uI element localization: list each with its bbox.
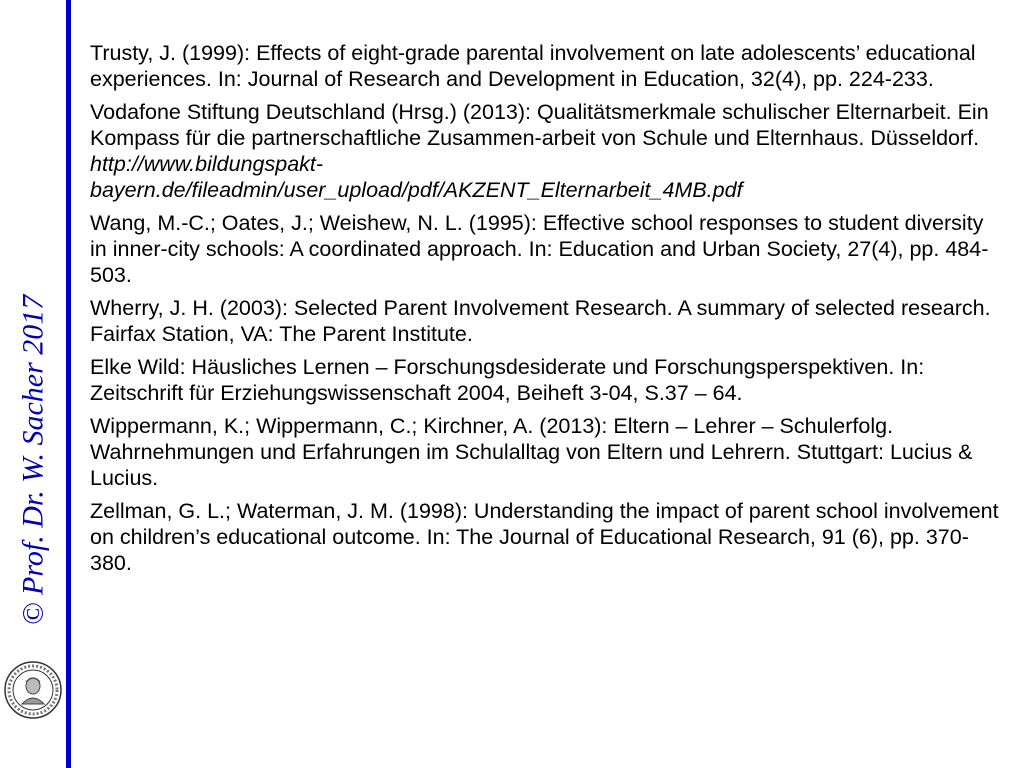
reference-item: [90, 413, 1000, 491]
reference-text: Wang, M.-C.; Oates, J.; Weishew, N. L. (1995): Effective school responses to student diversity in inner-city schools: A coordinated approach. In: Education and Urban Society, 27(4), pp. 484-503.: [90, 211, 989, 287]
reference-url-line-1[interactable]: http://www.bildungspakt-: [90, 152, 324, 176]
blue-vertical-rule: [66, 0, 71, 768]
reference-item: [90, 99, 1000, 203]
reference-item: [90, 295, 1000, 347]
reference-text: Elke Wild: Häusliches Lernen – Forschungsdesiderate und Forschungsperspektiven. In: Zeitschrift für Erziehungswissenschaft 2004, Beiheft 3-04, S.37 – 64.: [90, 355, 925, 405]
university-seal-icon: [3, 660, 63, 720]
copyright-caption-text: © Prof. Dr. W. Sacher 2017: [16, 294, 50, 626]
reference-item: [90, 210, 1000, 288]
reference-text: Wherry, J. H. (2003): Selected Parent Involvement Research. A summary of selected research. Fairfax Station, VA: The Parent Institute.: [90, 296, 991, 346]
reference-text: Wippermann, K.; Wippermann, C.; Kirchner, A. (2013): Eltern – Lehrer – Schulerfolg. Wahrnehmungen und Erfahrungen im Schulalltag von Eltern und Lehrern. Stuttgart: Lucius & Lucius.: [90, 414, 973, 490]
reference-item: [90, 498, 1000, 576]
reference-text: Vodafone Stiftung Deutschland (Hrsg.) (2013): Qualitätsmerkmale schulischer Elternarbeit. Ein Kompass für die partnerschaftliche Zusammen-arbeit von Schule und Elternhaus. Düsseldorf.: [90, 100, 989, 150]
copyright-caption: [8, 295, 58, 625]
reference-text: Trusty, J. (1999): Effects of eight-grade parental involvement on late adolescents’ educational experiences. In: Journal of Research and Development in Education, 32(4), pp. 224-233.: [90, 41, 976, 91]
reference-item: [90, 40, 1000, 92]
reference-list: [90, 40, 1000, 583]
reference-item: [90, 354, 1000, 406]
reference-url-line-2[interactable]: bayern.de/fileadmin/user_upload/pdf/AKZENT_Elternarbeit_4MB.pdf: [90, 178, 743, 202]
reference-text: Zellman, G. L.; Waterman, J. M. (1998): Understanding the impact of parent school involvement on children’s educational outcome. In: The Journal of Educational Research, 91 (6), pp. 370-380.: [90, 499, 999, 575]
